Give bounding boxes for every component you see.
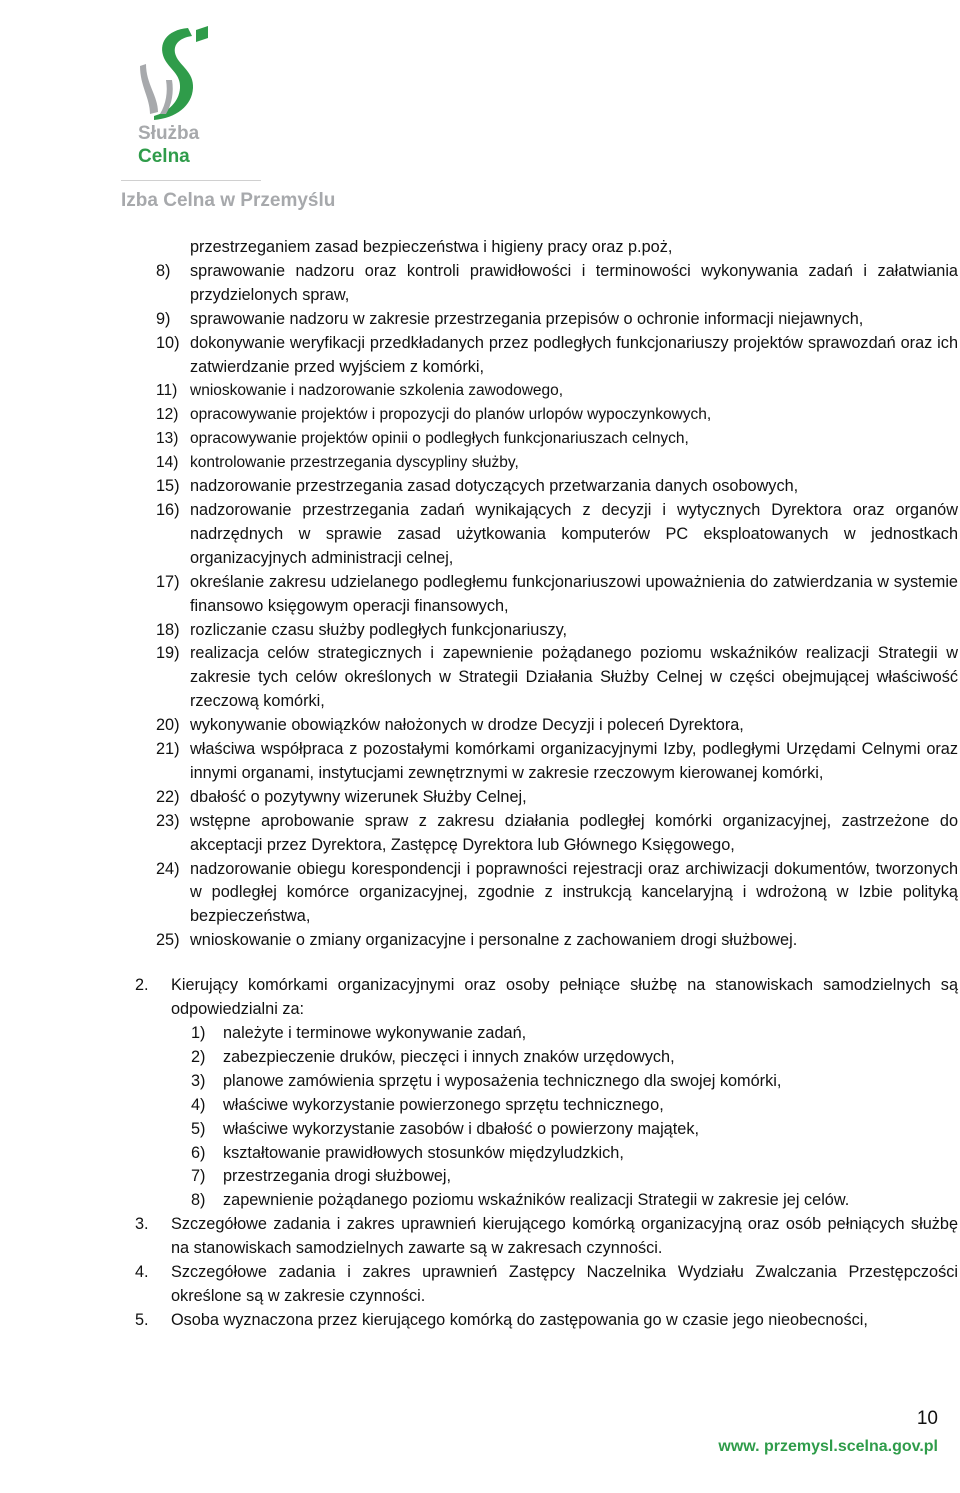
section-2	[135, 974, 958, 1022]
list-item	[191, 1189, 958, 1213]
item-number: 12)	[156, 406, 179, 424]
item-number: 24)	[156, 859, 180, 878]
item-text: wstępne aprobowanie spraw z zakresu działania podległej komórki organizacyjnej, zastrzeżone do akceptacji przez Dyrektora, Zastępcę Dyrektora lub Głównego Księgowego,	[190, 811, 958, 854]
section-number: 3.	[135, 1215, 149, 1234]
item-number: 1)	[191, 1024, 206, 1042]
item-number: 11)	[156, 382, 178, 400]
list-item	[156, 260, 958, 308]
item-text: nadzorowanie przestrzegania zasad dotyczących przetwarzania danych osobowych,	[190, 477, 799, 496]
item-number: 18)	[156, 620, 180, 639]
item-text: sprawowanie nadzoru w zakresie przestrzegania przepisów o ochronie informacji niejawnych,	[190, 309, 864, 328]
section-4	[135, 1261, 958, 1309]
logo-line1: Służba	[138, 123, 200, 144]
item-text: nadzorowanie przestrzegania zadań wynikających z decyzji i wytycznych Dyrektora oraz organów nadrzędnych w sprawie zasad użytkowania komputerów PC eksploatowanych w jednostkach organizacyjnych administracji celnej,	[190, 500, 958, 567]
section-number: 5.	[135, 1310, 149, 1329]
logo-wordmark	[138, 122, 199, 168]
section-3	[135, 1213, 958, 1261]
list-item	[156, 642, 958, 714]
item-number: 10)	[156, 333, 180, 352]
list-item	[191, 1022, 958, 1046]
item-text: dokonywanie weryfikacji przedkładanych przez podległych funkcjonariuszy projektów sprawozdań oraz ich zatwierdzanie przed wyjściem z komórki,	[190, 333, 958, 376]
list-item	[191, 1046, 958, 1070]
logo-line2: Celna	[138, 146, 190, 167]
list-item	[156, 738, 958, 786]
sluzba-celna-logo	[136, 22, 226, 122]
item-number: 15)	[156, 477, 180, 496]
item-text: zapewnienie pożądanego poziomu wskaźników realizacji Strategii w zakresie jej celów.	[223, 1191, 850, 1210]
section-text: Osoba wyznaczona przez kierującego komórką do zastępowania go w czasie jego nieobecności,	[171, 1310, 868, 1329]
section-2-list	[191, 1022, 958, 1213]
item-number: 25)	[156, 931, 180, 950]
list-item	[191, 1070, 958, 1094]
item-number: 4)	[191, 1095, 206, 1114]
footer-url: www. przemysl.scelna.gov.pl	[718, 1438, 938, 1455]
item-text: przestrzegania drogi służbowej,	[223, 1167, 452, 1186]
list-item	[156, 379, 958, 403]
item-number: 6)	[191, 1143, 206, 1162]
list-item	[156, 427, 958, 451]
section-number: 2.	[135, 976, 149, 995]
item-text: właściwa współpraca z pozostałymi komórkami organizacyjnymi Izby, podległymi Urzędami Celnymi oraz innymi organami, instytucjami zewnętrznymi w zakresie rzeczowym kierowanej komórki,	[190, 740, 958, 782]
organization-name: Izba Celna w Przemyślu	[121, 190, 336, 211]
item-number: 9)	[156, 309, 171, 328]
item-number: 20)	[156, 716, 180, 735]
item-text: sprawowanie nadzoru oraz kontroli prawidłowości i terminowości wykonywania zadań i załatwiania przydzielonych spraw,	[190, 261, 958, 304]
list-item	[191, 1118, 958, 1142]
item-text: wykonywanie obowiązków nałożonych w drodze Decyzji i poleceń Dyrektora,	[190, 716, 744, 735]
item-text: wnioskowanie o zmiany organizacyjne i personalne z zachowaniem drogi służbowej.	[190, 931, 798, 950]
item-number: 2)	[191, 1047, 206, 1066]
item-text: realizacja celów strategicznych i zapewnienie pożądanego poziomu wskaźników realizacji Strategii w zakresie tych celów określonych w Strategii Działania Służby Celnej w części obejmującej właściwość rzeczową komórki,	[190, 644, 958, 711]
section-text: Szczegółowe zadania i zakres uprawnień kierującego komórką organizacyjną oraz osób pełniących służbę na stanowiskach samodzielnych zawarte są w zakresach czynności.	[171, 1215, 958, 1258]
list-item	[156, 858, 958, 930]
list-item	[156, 308, 958, 332]
section-5	[135, 1309, 958, 1333]
list-item	[156, 499, 958, 571]
list-item	[156, 619, 958, 643]
item-text: opracowywanie projektów i propozycji do planów urlopów wypoczynkowych,	[190, 406, 712, 424]
document-body	[135, 236, 958, 1333]
item-text: nadzorowanie obiegu korespondencji i poprawności rejestracji oraz archiwizacji dokumentów, tworzonych w podległej komórce organizacyjnej, zgodnie z instrukcją kancelaryjną i wdrożoną w Izbie polityką bezpieczeństwa,	[190, 859, 958, 926]
item-number: 14)	[156, 454, 179, 472]
list-item	[156, 714, 958, 738]
list-item	[156, 451, 958, 475]
item-number: 8)	[156, 261, 171, 280]
header-divider	[121, 180, 261, 181]
item-text: kontrolowanie przestrzegania dyscypliny służby,	[190, 454, 519, 472]
continuation-text: przestrzeganiem zasad bezpieczeństwa i higieny pracy oraz p.poż,	[190, 238, 673, 256]
item-text: kształtowanie prawidłowych stosunków międzyludzkich,	[223, 1143, 624, 1162]
item-number: 23)	[156, 811, 180, 830]
item-text: dbałość o pozytywny wizerunek Służby Celnej,	[190, 787, 527, 806]
item-text: określanie zakresu udzielanego podległemu funkcjonariuszowi upoważnienia do zatwierdzania w systemie finansowo księgowym operacji finansowych,	[190, 572, 958, 615]
item-text: właściwe wykorzystanie zasobów i dbałość o powierzony majątek,	[223, 1119, 699, 1138]
item-number: 19)	[156, 644, 180, 663]
item-number: 16)	[156, 500, 180, 519]
list-item	[156, 403, 958, 427]
page-number: 10	[916, 1408, 938, 1429]
item-number: 22)	[156, 787, 180, 806]
item-number: 21)	[156, 740, 180, 759]
item-text: wnioskowanie i nadzorowanie szkolenia zawodowego,	[190, 382, 564, 400]
item-number: 5)	[191, 1119, 206, 1138]
section-number: 4.	[135, 1263, 149, 1282]
list-item	[156, 571, 958, 619]
item-text: właściwe wykorzystanie powierzonego sprzętu technicznego,	[223, 1095, 664, 1114]
list-item	[156, 786, 958, 810]
list-item	[156, 929, 958, 953]
item-number: 13)	[156, 430, 179, 448]
section-text: Kierujący komórkami organizacyjnymi oraz osoby pełniące służbę na stanowiskach samodzielnych są odpowiedzialni za:	[171, 976, 958, 1019]
list-item	[156, 810, 958, 858]
list-item	[156, 332, 958, 380]
item-number: 7)	[191, 1167, 206, 1186]
list-item	[191, 1094, 958, 1118]
section-text: Szczegółowe zadania i zakres uprawnień Zastępcy Naczelnika Wydziału Zwalczania Przestępczości określone są w zakresie czynności.	[171, 1263, 958, 1305]
list-item	[191, 1142, 958, 1166]
item-text: rozliczanie czasu służby podległych funkcjonariuszy,	[190, 620, 568, 639]
list-item	[191, 1165, 958, 1189]
item-number: 8)	[191, 1191, 206, 1210]
item-number: 3)	[191, 1071, 206, 1090]
item-number: 17)	[156, 572, 180, 591]
item-text: opracowywanie projektów opinii o podległych funkcjonariuszach celnych,	[190, 430, 689, 448]
list-item	[156, 475, 958, 499]
item-text: należyte i terminowe wykonywanie zadań,	[223, 1024, 527, 1042]
item-text: zabezpieczenie druków, pieczęci i innych znaków urzędowych,	[223, 1047, 675, 1066]
item-text: planowe zamówienia sprzętu i wyposażenia technicznego dla swojej komórki,	[223, 1071, 782, 1090]
